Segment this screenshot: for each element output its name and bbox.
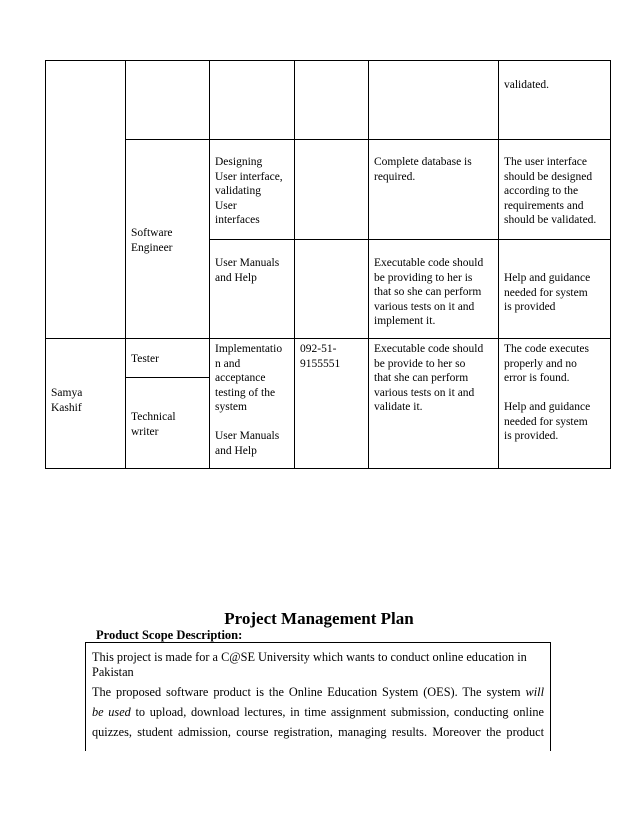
cell-expectation-validated: validated. (504, 79, 550, 91)
scope-line-2: Pakistan (92, 665, 134, 679)
section-subtitle: Product Scope Description: (96, 628, 243, 642)
cell-name-samya-kashif: Samya Kashif (51, 387, 83, 414)
scope-line-3: The proposed software product is the Online Education System (OES). The system will (92, 685, 544, 699)
cell-role-technical-writer: Technical writer (131, 411, 176, 438)
scope-line-1: This project is made for a C@SE University which wants to conduct online education in (92, 650, 527, 664)
section-title: Project Management Plan (224, 609, 414, 628)
cell-duty-designing-ui: Designing User interface, validating User interfaces (215, 156, 283, 226)
scope-line-4-italic: be used (92, 705, 131, 719)
cell-requirement-database: Complete database is required. (374, 156, 472, 183)
cell-duty-user-manuals: User Manuals and Help (215, 257, 280, 284)
cell-contact-number: 092-51- 9155551 (300, 343, 341, 370)
cell-expectation-ui-designed: The user interface should be designed according to the requirements and should be validated. (504, 156, 597, 226)
cell-expectation-help-guidance: Help and guidance needed for system is provided (504, 272, 591, 313)
cell-requirement-executable-code: Executable code should be providing to her is that so she can perform various tests on it and implement it. (374, 257, 484, 327)
scope-line-4: be used to upload, download lectures, in time assignment submission, conducting online (92, 705, 544, 719)
cell-role-tester: Tester (131, 353, 159, 365)
scope-description-text (92, 650, 544, 743)
scope-description-box (85, 642, 551, 751)
cell-expectation-code-executes: The code executes properly and no error is found. Help and guidance needed for system is provided. (504, 343, 591, 442)
scope-line-5: quizzes, student admission, course registration, managing results. Moreover the product (92, 725, 544, 739)
cell-role-software-engineer: Software Engineer (131, 227, 173, 254)
cell-requirement-executable-code-tester: Executable code should be provide to her so that she can perform various tests on it and validate it. (374, 343, 484, 413)
scope-line-3-italic: will (525, 685, 544, 699)
cell-duty-implementation: Implementatio n and acceptance testing of the system User Manuals and Help (215, 343, 283, 457)
